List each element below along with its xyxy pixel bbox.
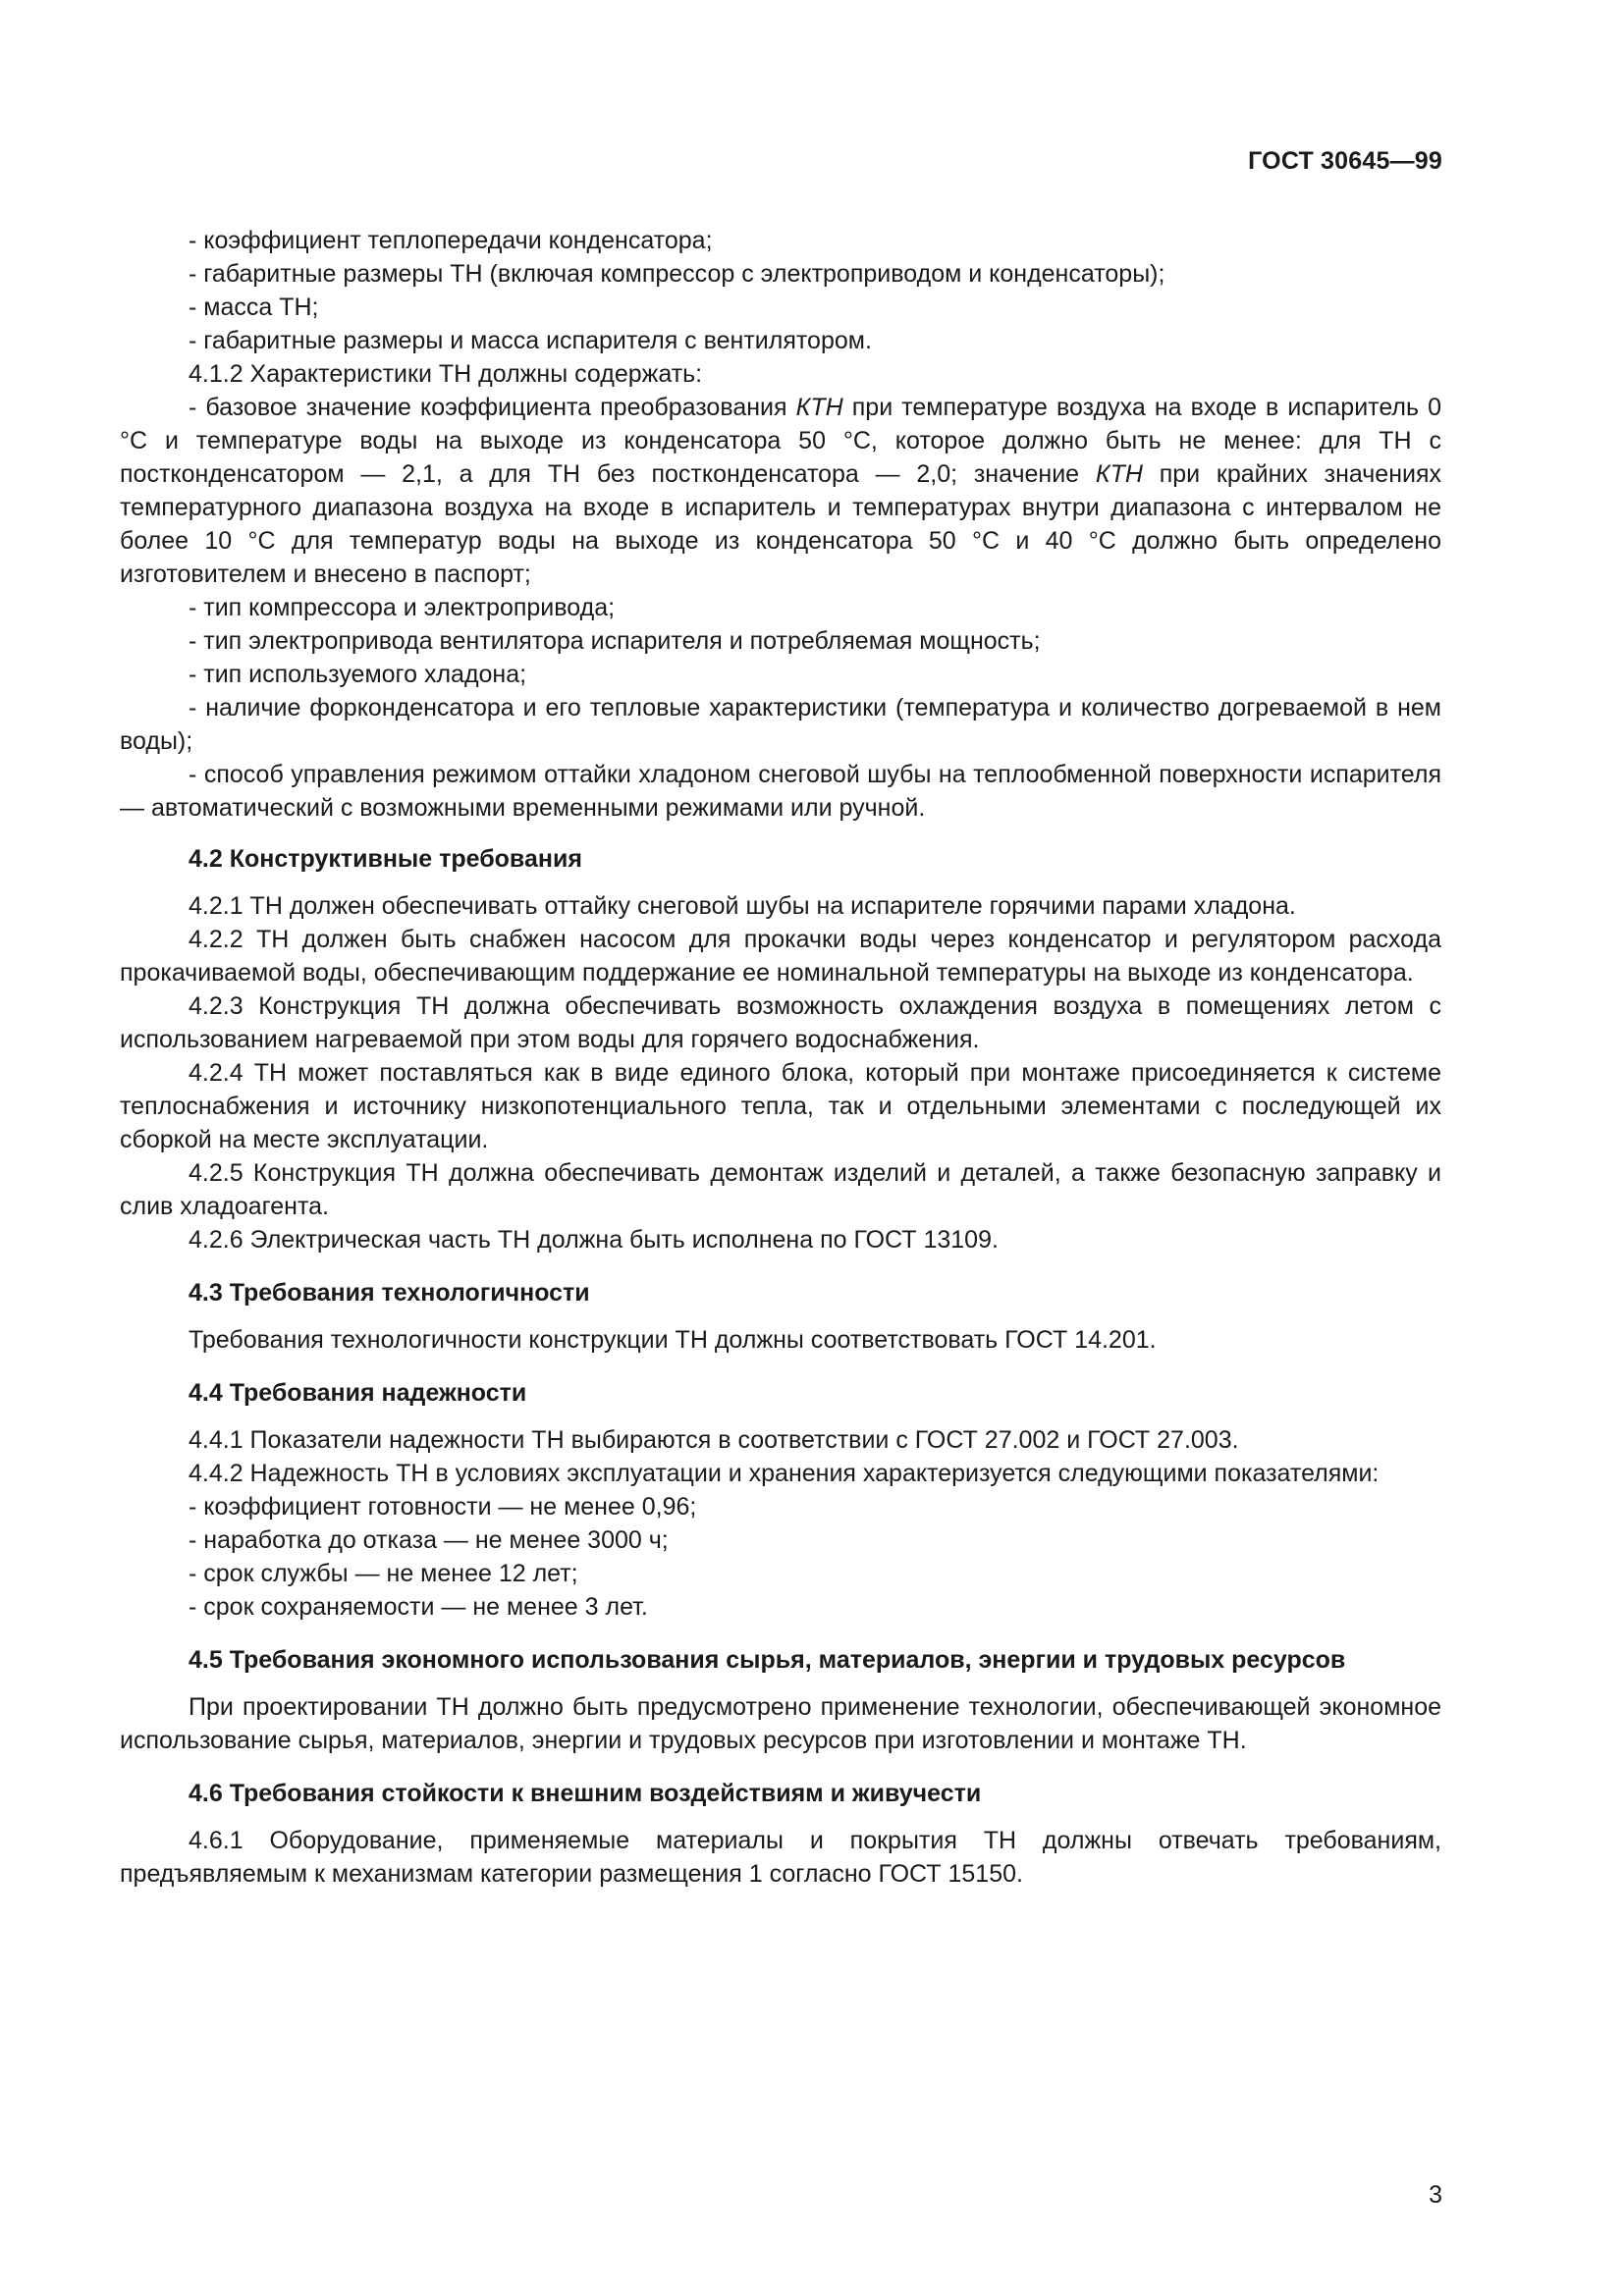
section-heading-4-2: 4.2 Конструктивные требования (189, 845, 582, 873)
paragraph: 4.2.4 ТН может поставляться как в виде единого блока, который при монтаже присоединяется к системе теплоснабжения и источнику низкопотенциального тепла, так и отдельными элементами с последующей их сборкой на месте эксплуатации. (120, 1059, 1441, 1153)
list-item: - наличие форконденсатора и его тепловые характеристики (температура и количество догреваемой в нем воды); (120, 694, 1441, 755)
list-item: - габаритные размеры и масса испарителя с вентилятором. (189, 327, 872, 354)
paragraph: 4.2.3 Конструкция ТН должна обеспечивать возможность охлаждения воздуха в помещениях летом с использованием нагреваемой при этом воды для горячего водоснабжения. (120, 992, 1441, 1053)
paragraph: 4.4.2 Надежность ТН в условиях эксплуатации и хранения характеризуется следующими показателями: (189, 1460, 1380, 1487)
section-heading-4-3: 4.3 Требования технологичности (189, 1279, 590, 1307)
list-item: - тип электропривода вентилятора испарителя и потребляемая мощность; (189, 627, 1041, 655)
list-item: - способ управления режимом оттайки хладоном снеговой шубы на теплообменной поверхности испарителя — автоматический с возможными временными режимами или ручной. (120, 761, 1441, 822)
paragraph: При проектировании ТН должно быть предусмотрено применение технологии, обеспечивающей экономное использование сырья, материалов, энергии и трудовых ресурсов при изготовлении и монтаже ТН. (120, 1693, 1441, 1754)
paragraph: Требования технологичности конструкции ТН должны соответствовать ГОСТ 14.201. (189, 1326, 1157, 1354)
text-run: при температуре воздуха на входе в испаритель 0 °С и температуре воды на выходе из конденсатора 50 °С, которое должно быть не менее: для ТН с постконденсатором — 2,1, а для ТН без постконденсатора — 2,0; значение (120, 394, 1442, 488)
paragraph: 4.2.5 Конструкция ТН должна обеспечивать демонтаж изделий и деталей, а также безопасную заправку и слив хладоагента. (120, 1159, 1441, 1220)
paragraph: 4.4.1 Показатели надежности ТН выбираются в соответствии с ГОСТ 27.002 и ГОСТ 27.003. (189, 1426, 1239, 1454)
list-item: - тип используемого хладона; (189, 661, 527, 688)
list-item-ktn (120, 391, 1441, 591)
paragraph-4-1-2: 4.1.2 Характеристики ТН должны содержать: (189, 360, 703, 388)
ktn-italic: КТН (1095, 460, 1143, 488)
document-body (120, 224, 1441, 1891)
ktn-italic: КТН (795, 394, 843, 421)
list-item: - коэффициент готовности — не менее 0,96; (189, 1493, 697, 1521)
list-item: - срок сохраняемости — не менее 3 лет. (189, 1593, 648, 1621)
page-number: 3 (1429, 2181, 1442, 2209)
list-item: - габаритные размеры ТН (включая компрессор с электроприводом и конденсаторы); (189, 260, 1165, 288)
list-item: - коэффициент теплопередачи конденсатора; (189, 227, 713, 254)
list-item: - срок службы — не менее 12 лет; (189, 1560, 578, 1587)
standard-code-header: ГОСТ 30645—99 (1248, 147, 1442, 175)
list-item: - наработка до отказа — не менее 3000 ч; (189, 1526, 669, 1554)
paragraph: 4.2.2 ТН должен быть снабжен насосом для прокачки воды через конденсатор и регулятором расхода прокачиваемой воды, обеспечивающим поддержание ее номинальной температуры на выходе из конденсатора. (120, 926, 1441, 987)
section-heading-4-5: 4.5 Требования экономного использования сырья, материалов, энергии и трудовых ресурсов (189, 1646, 1346, 1674)
list-item: - тип компрессора и электропривода; (189, 594, 616, 621)
section-heading-4-6: 4.6 Требования стойкости к внешним воздействиям и живучести (189, 1780, 982, 1807)
paragraph: 4.6.1 Оборудование, применяемые материалы и покрытия ТН должны отвечать требованиям, предъявляемым к механизмам категории размещения 1 согласно ГОСТ 15150. (120, 1827, 1441, 1888)
text-run: - базовое значение коэффициента преобразования (189, 394, 796, 421)
section-heading-4-4: 4.4 Требования надежности (189, 1379, 527, 1407)
paragraph: 4.2.1 ТН должен обеспечивать оттайку снеговой шубы на испарителе горячими парами хладона. (189, 892, 1296, 920)
text-run: при крайних значениях температурного диапазона воздуха на входе в испаритель и температурах внутри диапазона с интервалом не более 10 °С для температур воды на выходе из конденсатора 50 °С и 40 °С должно быть определено изготовителем и внесено в паспорт; (120, 460, 1441, 588)
list-item: - масса ТН; (189, 294, 319, 321)
paragraph: 4.2.6 Электрическая часть ТН должна быть исполнена по ГОСТ 13109. (189, 1226, 999, 1254)
